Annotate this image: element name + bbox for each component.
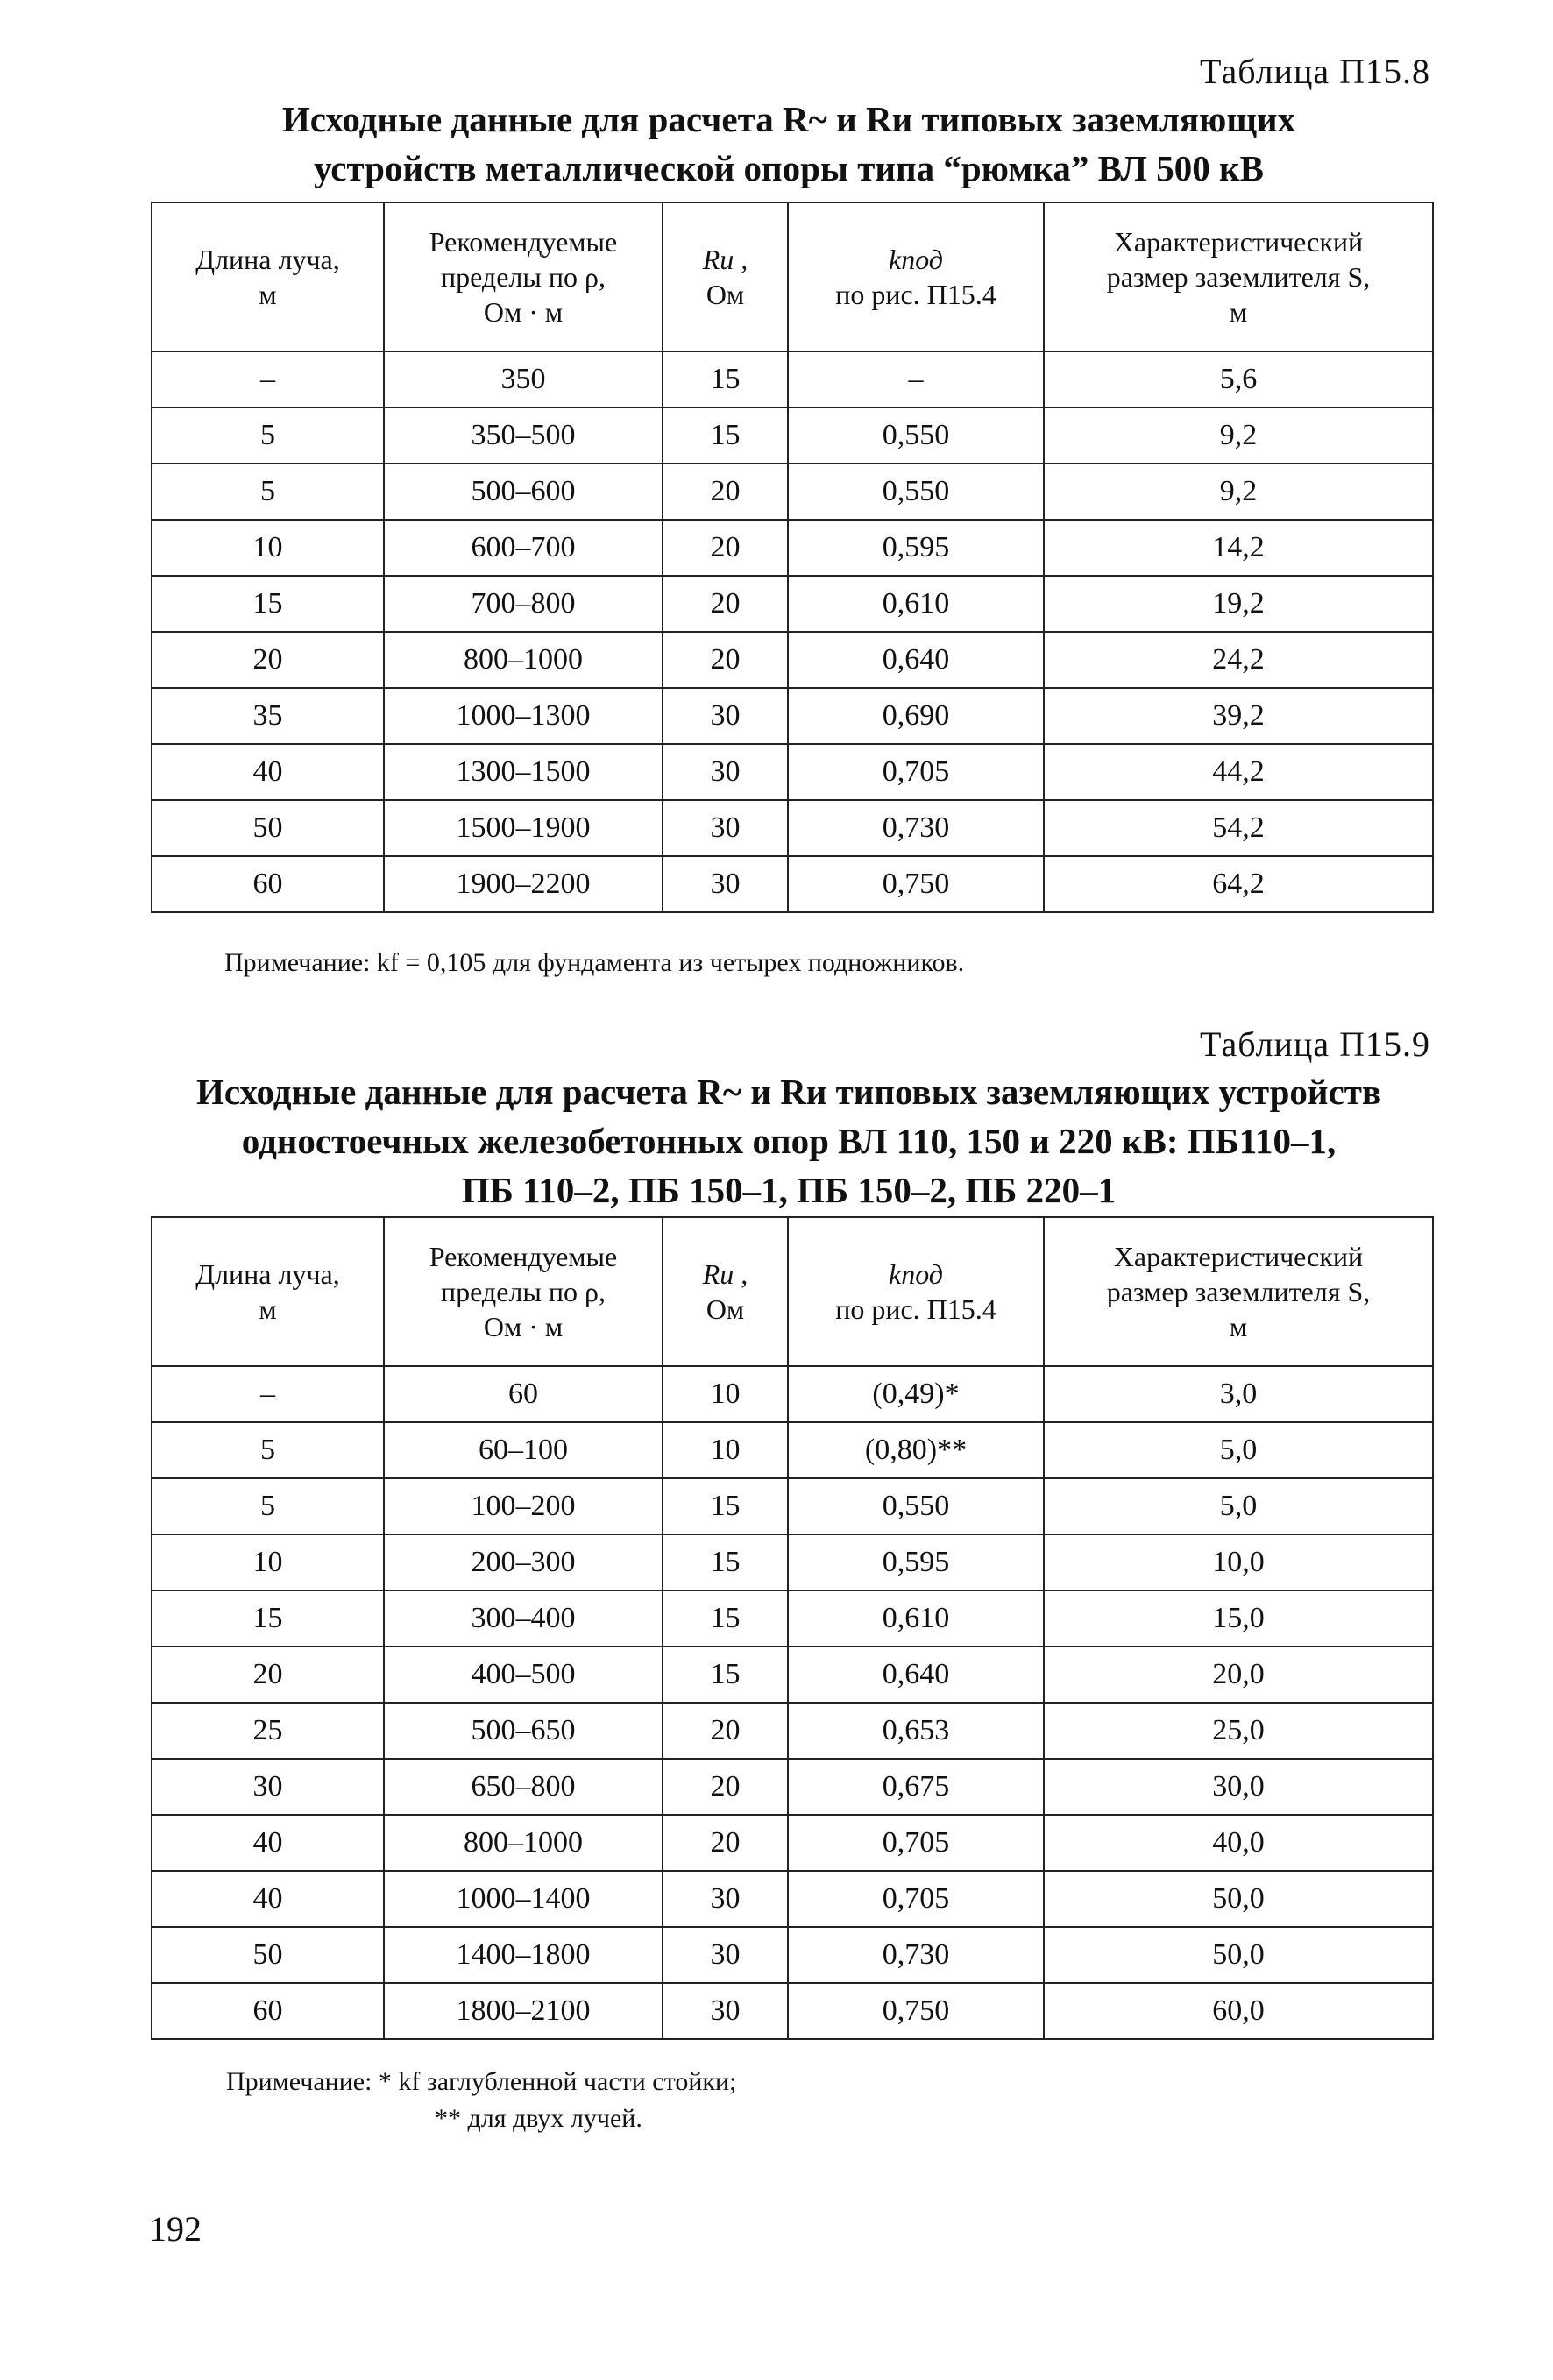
table1-col-length-line-1: Длина луча, — [195, 244, 340, 275]
table-cell: 10 — [663, 1366, 788, 1422]
table-cell: 5 — [152, 464, 384, 520]
table1-col-ri — [663, 202, 788, 351]
table-cell: 10,0 — [1044, 1534, 1433, 1590]
table-row — [152, 1759, 1433, 1815]
table2-note-line-2: ** для двух лучей. — [435, 2104, 642, 2133]
table-row — [152, 632, 1433, 688]
table-cell: 15 — [663, 1647, 788, 1703]
table2-note — [226, 2064, 736, 2137]
table2-col-rho-line-1: Рекомендуемые — [429, 1241, 618, 1272]
table-cell: 0,705 — [788, 1815, 1044, 1871]
table-cell: 5,0 — [1044, 1478, 1433, 1534]
table-row — [152, 1871, 1433, 1927]
table1-col-rho-line-3: Ом · м — [483, 296, 564, 328]
table-cell: 30 — [663, 1983, 788, 2039]
table-cell: 15 — [663, 1534, 788, 1590]
table-cell: 1800–2100 — [384, 1983, 663, 2039]
table1-col-rho-line-2: пределы по ρ, — [441, 261, 606, 293]
table-cell: 0,730 — [788, 1927, 1044, 1983]
table-cell: 400–500 — [384, 1647, 663, 1703]
table-cell: 30 — [663, 744, 788, 800]
table-cell: 0,705 — [788, 744, 1044, 800]
table-row — [152, 744, 1433, 800]
table2-col-rho — [384, 1217, 663, 1366]
table2-col-s-line-2: размер заземлителя S, — [1106, 1276, 1371, 1307]
table2-col-rho-line-2: пределы по ρ, — [441, 1276, 606, 1307]
table-cell: 39,2 — [1044, 688, 1433, 744]
table-cell: 350–500 — [384, 407, 663, 464]
table1-col-length-line-2: м — [259, 279, 277, 310]
table-cell: 300–400 — [384, 1590, 663, 1647]
table-cell: 20 — [152, 1647, 384, 1703]
table-cell: 5 — [152, 407, 384, 464]
table-cell: 50,0 — [1044, 1927, 1433, 1983]
table-cell: 24,2 — [1044, 632, 1433, 688]
table-cell: 14,2 — [1044, 520, 1433, 576]
table-cell: 0,595 — [788, 520, 1044, 576]
table-cell: 20 — [663, 1703, 788, 1759]
table1-label: Таблица П15.8 — [1200, 52, 1430, 91]
table-cell: 0,690 — [788, 688, 1044, 744]
table-cell: 800–1000 — [384, 1815, 663, 1871]
table-row — [152, 1366, 1433, 1422]
table1-col-ri-line-1: Rи , — [702, 244, 748, 275]
table1-col-rho — [384, 202, 663, 351]
table1-col-rho-line-1: Рекомендуемые — [429, 226, 618, 258]
table-row — [152, 351, 1433, 407]
table2-title-line-1: Исходные данные для расчета R~ и Rи типовых заземляющих устройств — [196, 1072, 1381, 1112]
table-cell: 40 — [152, 1871, 384, 1927]
table-cell: 3,0 — [1044, 1366, 1433, 1422]
table-cell: 50 — [152, 800, 384, 856]
table-cell: 20 — [152, 632, 384, 688]
table-cell: 1000–1300 — [384, 688, 663, 744]
table-cell: 20 — [663, 520, 788, 576]
table2-header-row — [152, 1217, 1433, 1366]
table-row — [152, 1422, 1433, 1478]
table-cell: 20 — [663, 464, 788, 520]
table-cell: 40,0 — [1044, 1815, 1433, 1871]
table1-title — [149, 95, 1429, 193]
table-cell: 60–100 — [384, 1422, 663, 1478]
table-cell: 1000–1400 — [384, 1871, 663, 1927]
table1-title-line-2: устройств металлической опоры типа “рюмка” ВЛ 500 кВ — [314, 148, 1264, 188]
page-number: 192 — [149, 2209, 202, 2249]
table-cell: 650–800 — [384, 1759, 663, 1815]
table-cell: 10 — [152, 520, 384, 576]
table-cell: 60,0 — [1044, 1983, 1433, 2039]
table-cell: 30 — [663, 800, 788, 856]
table-cell: 64,2 — [1044, 856, 1433, 912]
table-row — [152, 1478, 1433, 1534]
table-cell: 0,730 — [788, 800, 1044, 856]
table-cell: 15 — [663, 1478, 788, 1534]
table1-note: Примечание: kf = 0,105 для фундамента из четырех подножников. — [224, 948, 965, 977]
table-row — [152, 1534, 1433, 1590]
table1-col-ri-line-2: Ом — [706, 279, 745, 310]
table-cell: (0,49)* — [788, 1366, 1044, 1422]
table-cell: 0,705 — [788, 1871, 1044, 1927]
table-cell: 20,0 — [1044, 1647, 1433, 1703]
table-cell: – — [788, 351, 1044, 407]
table1-col-k-line-2: по рис. П15.4 — [835, 279, 996, 310]
table-cell: 44,2 — [1044, 744, 1433, 800]
table-cell: 50 — [152, 1927, 384, 1983]
table-cell: 30,0 — [1044, 1759, 1433, 1815]
table-cell: 5 — [152, 1422, 384, 1478]
table-cell: 30 — [152, 1759, 384, 1815]
table2-col-k-line-2: по рис. П15.4 — [835, 1293, 996, 1325]
table-cell: 0,653 — [788, 1703, 1044, 1759]
table-cell: 600–700 — [384, 520, 663, 576]
table-cell: – — [152, 1366, 384, 1422]
table2-label: Таблица П15.9 — [1200, 1024, 1430, 1064]
table2-title-line-2: одностоечных железобетонных опор ВЛ 110, 150 и 220 кВ: ПБ110–1, — [241, 1121, 1337, 1161]
table-cell: 15 — [663, 351, 788, 407]
table-cell: 20 — [663, 576, 788, 632]
table-cell: 1300–1500 — [384, 744, 663, 800]
table-cell: 40 — [152, 744, 384, 800]
table2-col-rho-line-3: Ом · м — [483, 1311, 564, 1342]
table2-col-length-line-1: Длина луча, — [195, 1258, 340, 1290]
table1-col-s-line-2: размер заземлителя S, — [1106, 261, 1371, 293]
table-cell: 9,2 — [1044, 407, 1433, 464]
table-row — [152, 1927, 1433, 1983]
table-cell: 350 — [384, 351, 663, 407]
table2-col-ri-line-1: Rи , — [702, 1258, 748, 1290]
table-cell: 200–300 — [384, 1534, 663, 1590]
table-row — [152, 520, 1433, 576]
table-cell: 20 — [663, 632, 788, 688]
table-cell: 60 — [152, 1983, 384, 2039]
table-cell: 500–600 — [384, 464, 663, 520]
table-row — [152, 576, 1433, 632]
table-cell: 0,595 — [788, 1534, 1044, 1590]
table-row — [152, 800, 1433, 856]
table-cell: – — [152, 351, 384, 407]
table-row — [152, 688, 1433, 744]
table1-col-k — [788, 202, 1044, 351]
table-cell: 15 — [663, 1590, 788, 1647]
table-cell: 500–650 — [384, 1703, 663, 1759]
table-cell: 5 — [152, 1478, 384, 1534]
table-cell: 60 — [152, 856, 384, 912]
table-cell: 800–1000 — [384, 632, 663, 688]
table-cell: 54,2 — [1044, 800, 1433, 856]
table2-note-line-1: Примечание: * kf заглубленной части стойки; — [226, 2067, 737, 2096]
table2-title — [149, 1067, 1429, 1215]
table-cell: 30 — [663, 688, 788, 744]
table-cell: 5,6 — [1044, 351, 1433, 407]
table2-body — [152, 1366, 1433, 2039]
table-row — [152, 1983, 1433, 2039]
table-cell: 10 — [152, 1534, 384, 1590]
table2-col-ri — [663, 1217, 788, 1366]
table2-col-s-line-1: Характеристический — [1113, 1241, 1364, 1272]
table-cell: 25,0 — [1044, 1703, 1433, 1759]
table2-col-s — [1044, 1217, 1433, 1366]
table2-col-length — [152, 1217, 384, 1366]
table-cell: 0,610 — [788, 576, 1044, 632]
table2-col-s-line-3: м — [1229, 1311, 1248, 1342]
table1-title-line-1: Исходные данные для расчета R~ и Rи типовых заземляющих — [281, 99, 1296, 139]
table2-col-k-line-1: kпод — [889, 1258, 943, 1290]
table-row — [152, 1590, 1433, 1647]
table-cell: 20 — [663, 1815, 788, 1871]
table-row — [152, 1703, 1433, 1759]
table1-col-s — [1044, 202, 1433, 351]
table-cell: 1900–2200 — [384, 856, 663, 912]
table-cell: 15,0 — [1044, 1590, 1433, 1647]
table1 — [151, 202, 1434, 913]
table-row — [152, 1815, 1433, 1871]
table-cell: 9,2 — [1044, 464, 1433, 520]
table-cell: (0,80)** — [788, 1422, 1044, 1478]
table2-col-length-line-2: м — [259, 1293, 277, 1325]
table-cell: 15 — [152, 1590, 384, 1647]
table-cell: 100–200 — [384, 1478, 663, 1534]
table2-col-ri-line-2: Ом — [706, 1293, 745, 1325]
table-cell: 30 — [663, 1927, 788, 1983]
table-cell: 40 — [152, 1815, 384, 1871]
table-cell: 30 — [663, 856, 788, 912]
table-row — [152, 1647, 1433, 1703]
table1-col-s-line-3: м — [1229, 296, 1248, 328]
table-cell: 30 — [663, 1871, 788, 1927]
table2 — [151, 1216, 1434, 2040]
table1-header-row — [152, 202, 1433, 351]
table1-body — [152, 351, 1433, 912]
table-cell: 0,750 — [788, 1983, 1044, 2039]
table-row — [152, 407, 1433, 464]
table-cell: 0,550 — [788, 407, 1044, 464]
table-cell: 0,610 — [788, 1590, 1044, 1647]
table-cell: 5,0 — [1044, 1422, 1433, 1478]
table-cell: 15 — [152, 576, 384, 632]
table1-col-s-line-1: Характеристический — [1113, 226, 1364, 258]
table-cell: 0,550 — [788, 464, 1044, 520]
table-cell: 10 — [663, 1422, 788, 1478]
table-cell: 19,2 — [1044, 576, 1433, 632]
table-cell: 50,0 — [1044, 1871, 1433, 1927]
table-cell: 1400–1800 — [384, 1927, 663, 1983]
table-cell: 60 — [384, 1366, 663, 1422]
table-cell: 0,550 — [788, 1478, 1044, 1534]
table1-col-length — [152, 202, 384, 351]
table-cell: 20 — [663, 1759, 788, 1815]
table-row — [152, 856, 1433, 912]
table-cell: 35 — [152, 688, 384, 744]
table1-col-k-line-1: kпод — [889, 244, 943, 275]
table-cell: 0,750 — [788, 856, 1044, 912]
table-cell: 0,640 — [788, 632, 1044, 688]
table-cell: 25 — [152, 1703, 384, 1759]
table-cell: 700–800 — [384, 576, 663, 632]
table-row — [152, 464, 1433, 520]
table-cell: 1500–1900 — [384, 800, 663, 856]
table-cell: 0,675 — [788, 1759, 1044, 1815]
table-cell: 15 — [663, 407, 788, 464]
table2-col-k — [788, 1217, 1044, 1366]
table2-title-line-3: ПБ 110–2, ПБ 150–1, ПБ 150–2, ПБ 220–1 — [461, 1170, 1117, 1210]
table-cell: 0,640 — [788, 1647, 1044, 1703]
